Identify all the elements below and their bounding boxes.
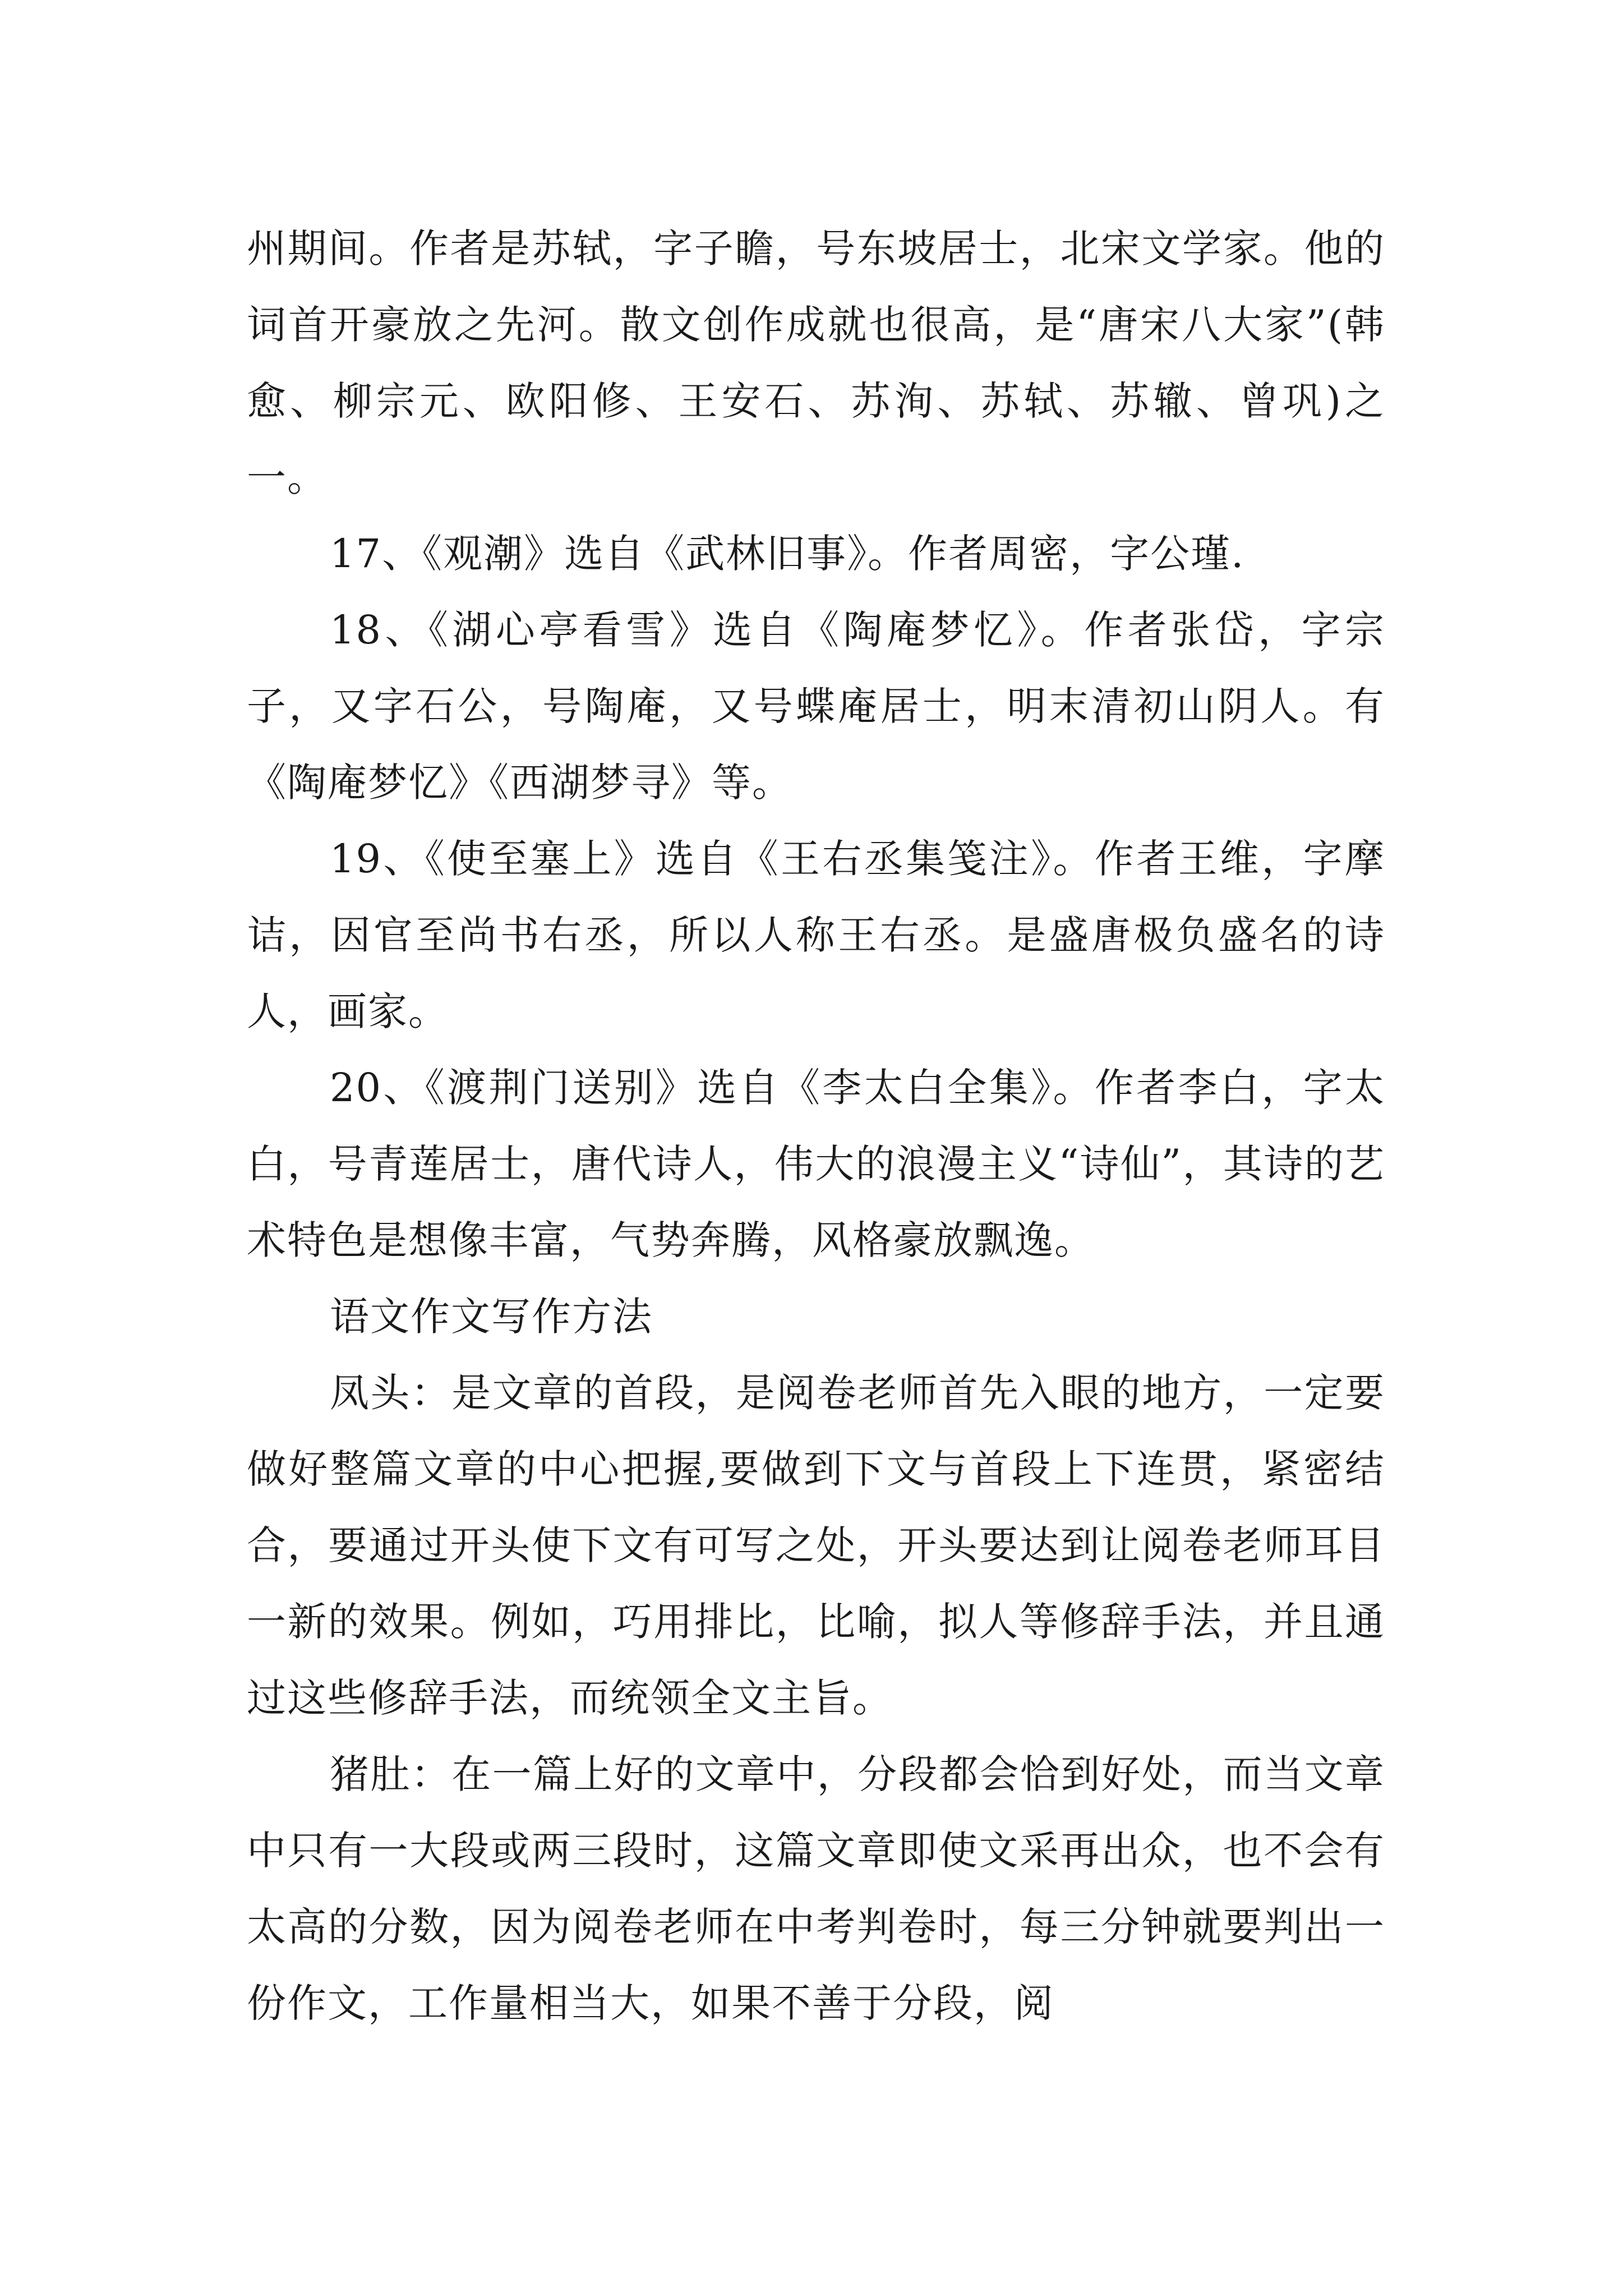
paragraph-su-shi-continued: 州期间。作者是苏轼，字子瞻，号东坡居士，北宋文学家。他的词首开豪放之先河。散文创作成就也很高，是“唐宋八大家”(韩愈、柳宗元、欧阳修、王安石、苏洵、苏轼、苏辙、曾巩)之一。 xyxy=(247,226,1385,500)
paragraph-item-17: 17、《观潮》选自《武林旧事》。作者周密，字公瑾. xyxy=(330,531,1245,577)
paragraph-feng-tou: 凤头：是文章的首段，是阅卷老师首先入眼的地方，一定要做好整篇文章的中心把握,要做到下文与首段上下连贯，紧密结合，要通过开头使下文有可写之处，开头要达到让阅卷老师耳目一新的效果。例如，巧用排比，比喻，拟人等修辞手法，并且通过这些修辞手法，而统领全文主旨。 xyxy=(247,1370,1385,1721)
paragraph-item-20: 20、《渡荆门送别》选自《李太白全集》。作者李白，字太白，号青莲居士，唐代诗人，伟大的浪漫主义“诗仙”，其诗的艺术特色是想像丰富，气势奔腾，风格豪放飘逸。 xyxy=(247,1065,1385,1263)
paragraph-item-19: 19、《使至塞上》选自《王右丞集笺注》。作者王维，字摩诘，因官至尚书右丞，所以人称王右丞。是盛唐极负盛名的诗人，画家。 xyxy=(247,836,1385,1034)
paragraph-zhu-du: 猪肚：在一篇上好的文章中，分段都会恰到好处，而当文章中只有一大段或两三段时，这篇文章即使文采再出众，也不会有太高的分数，因为阅卷老师在中考判卷时，每三分钟就要判出一份作文，工作量相当大，如果不善于分段，阅 xyxy=(247,1751,1385,2026)
paragraph-item-18: 18、《湖心亭看雪》选自《陶庵梦忆》。作者张岱，字宗子，又字石公，号陶庵，又号蝶庵居士，明末清初山阴人。有《陶庵梦忆》《西湖梦寻》等。 xyxy=(247,607,1385,806)
document-body xyxy=(247,210,1385,2041)
section-heading: 语文作文写作方法 xyxy=(330,1294,653,1340)
